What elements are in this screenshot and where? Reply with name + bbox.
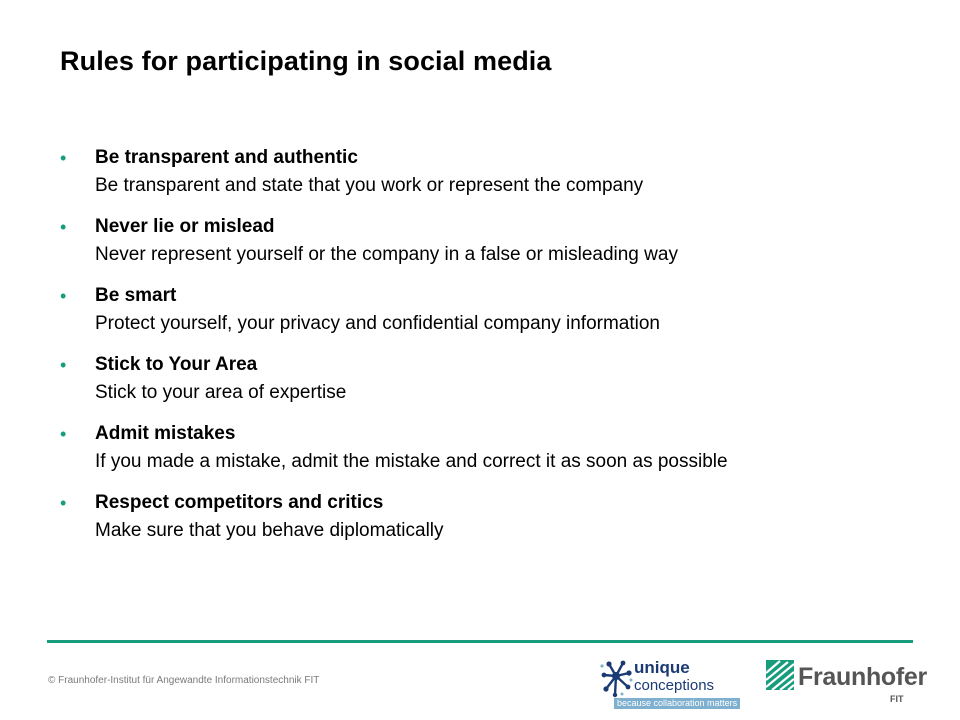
bullet-item — [60, 144, 920, 213]
fraunhofer-stripes-logo-icon — [766, 660, 794, 690]
bullet-text: Make sure that you behave diplomatically — [95, 520, 444, 541]
fraunhofer-logo — [766, 660, 926, 710]
bullet-text: Stick to your area of expertise — [95, 382, 347, 403]
bullet-dot: • — [60, 355, 67, 375]
bullet-heading: Admit mistakes — [95, 423, 236, 444]
star-burst-logo-icon — [598, 658, 634, 702]
copyright-text: © Fraunhofer-Institut für Angewandte Informationstechnik FIT — [48, 675, 320, 686]
conceptions-logo-word: conceptions — [634, 677, 715, 694]
bullet-list — [60, 144, 920, 558]
bullet-item — [60, 420, 920, 489]
bullet-item — [60, 282, 920, 351]
fraunhofer-logo-sub: FIT — [890, 694, 904, 704]
bullet-heading: Never lie or mislead — [95, 216, 275, 237]
footer-divider — [47, 640, 913, 643]
bullet-item — [60, 351, 920, 420]
bullet-dot: • — [60, 493, 67, 513]
bullet-text: Be transparent and state that you work or represent the company — [95, 175, 644, 196]
bullet-heading: Be smart — [95, 285, 177, 306]
bullet-heading: Respect competitors and critics — [95, 492, 384, 513]
bullet-dot: • — [60, 424, 67, 444]
slide-title: Rules for participating in social media — [60, 46, 552, 76]
unique-logo-word: unique — [634, 658, 690, 677]
unique-logo-tagline: because collaboration matters — [614, 698, 740, 709]
bullet-dot: • — [60, 148, 67, 168]
bullet-item — [60, 213, 920, 282]
unique-conceptions-logo — [598, 656, 748, 712]
bullet-heading: Stick to Your Area — [95, 354, 258, 375]
bullet-text: Never represent yourself or the company in a false or misleading way — [95, 244, 678, 265]
bullet-heading: Be transparent and authentic — [95, 147, 358, 168]
bullet-item — [60, 489, 920, 558]
bullet-dot: • — [60, 286, 67, 306]
bullet-text: Protect yourself, your privacy and confidential company information — [95, 313, 660, 334]
fraunhofer-logo-word: Fraunhofer — [798, 663, 927, 691]
bullet-text: If you made a mistake, admit the mistake and correct it as soon as possible — [95, 451, 728, 472]
bullet-dot: • — [60, 217, 67, 237]
